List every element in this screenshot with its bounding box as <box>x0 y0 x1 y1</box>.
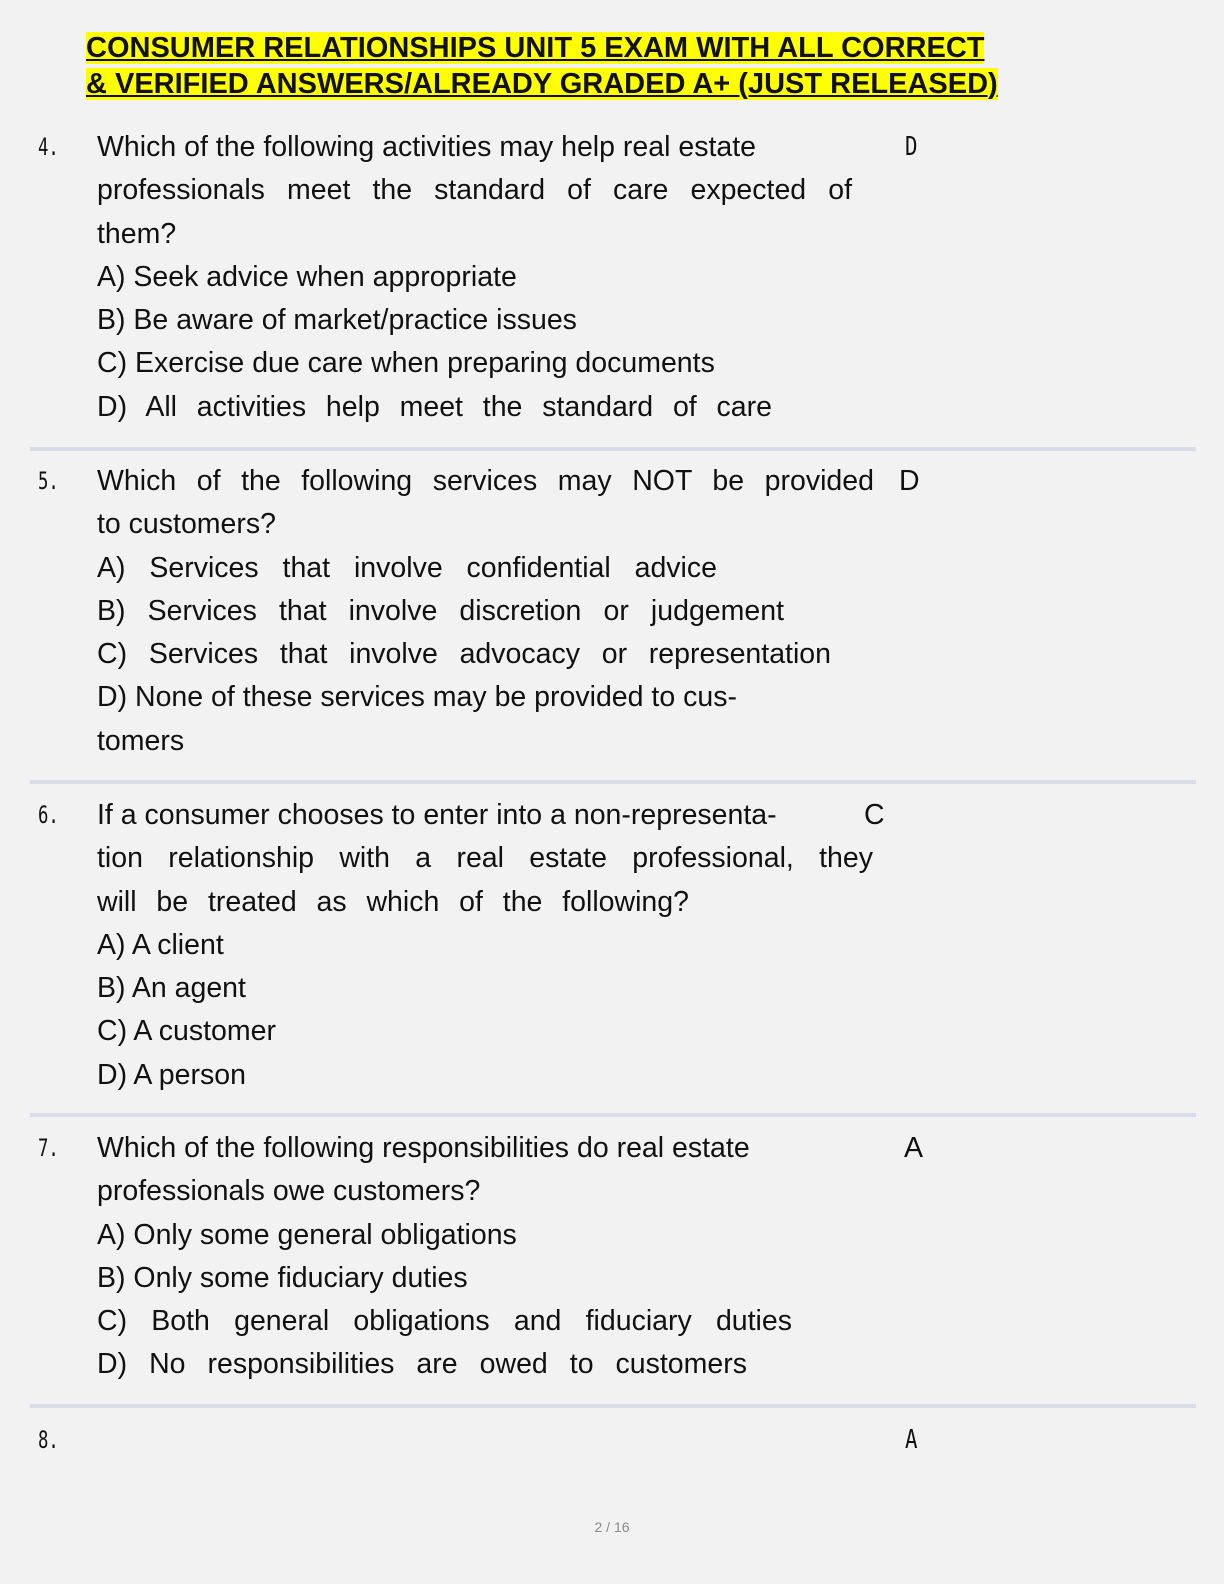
option-d: D) None of these services may be provided to cus- <box>97 681 737 714</box>
question-line: Which of the following services may NOT be provided <box>97 465 874 497</box>
option-a: A) Services that involve confidential advice <box>97 551 717 584</box>
question-text <box>97 794 897 1097</box>
question-number: 7. <box>38 1134 59 1162</box>
option-c: C) Both general obligations and fiduciary duties <box>97 1305 792 1338</box>
option-c: C) A customer <box>97 1015 276 1048</box>
question-text <box>97 460 897 763</box>
question-line: to customers? <box>97 508 276 541</box>
question-line: will be treated as which of the following? <box>97 885 689 918</box>
option-b: B) An agent <box>97 972 246 1005</box>
answer: C <box>864 799 885 831</box>
divider <box>30 1404 1196 1408</box>
divider <box>30 780 1196 784</box>
option-a: A) A client <box>97 928 224 961</box>
divider <box>30 447 1196 451</box>
question-line: tion relationship with a real estate professional, they <box>97 842 873 875</box>
title-line-2: & VERIFIED ANSWERS/ALREADY GRADED A+ (JUST RELEASED) <box>86 68 998 100</box>
question-text <box>97 126 897 429</box>
question-number: 6. <box>38 801 59 829</box>
question-line: professionals meet the standard of care expected of <box>97 174 852 207</box>
option-a: A) Only some general obligations <box>97 1218 517 1251</box>
option-a: A) Seek advice when appropriate <box>97 260 517 293</box>
question-line: Which of the following activities may help real estate <box>97 131 756 163</box>
document-title <box>86 30 998 102</box>
answer: D <box>905 132 918 162</box>
option-d: D) A person <box>97 1058 246 1091</box>
option-c: C) Exercise due care when preparing documents <box>97 347 715 380</box>
option-b: B) Be aware of market/practice issues <box>97 304 577 337</box>
option-d: D) No responsibilities are owed to customers <box>97 1348 747 1381</box>
question-number: 5. <box>38 467 59 495</box>
answer: A <box>904 1132 924 1164</box>
answer: A <box>905 1425 918 1455</box>
option-b: B) Only some fiduciary duties <box>97 1261 468 1294</box>
question-line: them? <box>97 217 177 250</box>
question-text <box>97 1127 897 1387</box>
question-line: If a consumer chooses to enter into a non-representa- <box>97 799 777 831</box>
option-d: D) All activities help meet the standard of care <box>97 390 772 423</box>
question-line: Which of the following responsibilities do real estate <box>97 1132 750 1164</box>
question-number: 4. <box>38 133 59 161</box>
option-d-cont: tomers <box>97 724 185 757</box>
question-number: 8. <box>38 1426 59 1454</box>
title-line-1: CONSUMER RELATIONSHIPS UNIT 5 EXAM WITH ALL CORRECT <box>86 32 985 64</box>
option-c: C) Services that involve advocacy or representation <box>97 638 831 671</box>
page-number: 2 / 16 <box>594 1519 630 1535</box>
answer: D <box>899 465 920 497</box>
question-line: professionals owe customers? <box>97 1175 481 1208</box>
divider <box>30 1113 1196 1117</box>
option-b: B) Services that involve discretion or judgement <box>97 594 784 627</box>
